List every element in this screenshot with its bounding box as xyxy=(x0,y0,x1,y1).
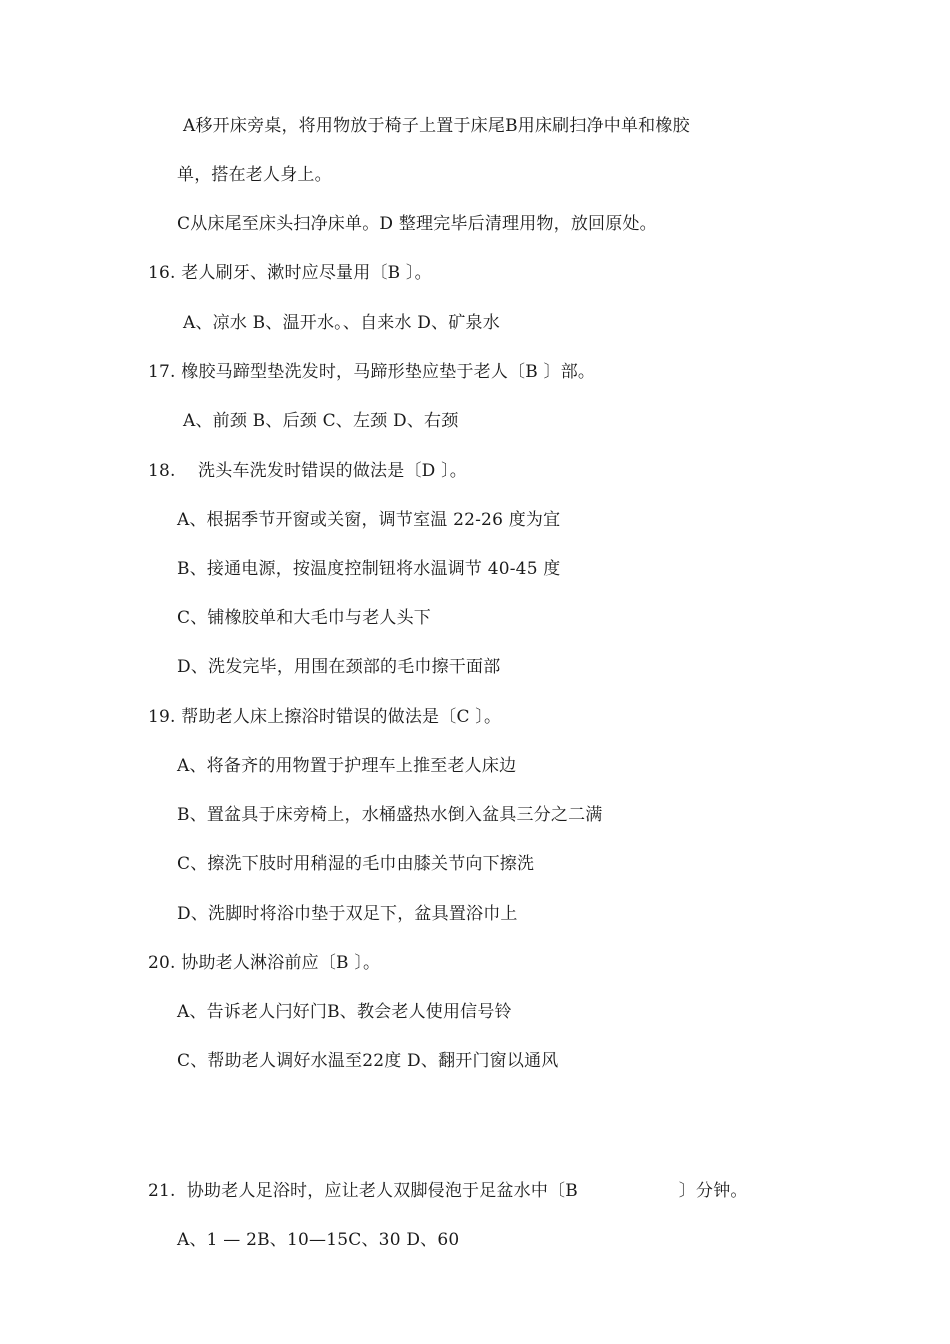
text-line: C从床尾至床头扫净床单。D 整理完毕后清理用物，放回原处。 xyxy=(177,214,657,234)
option-19-a: A、将备齐的用物置于护理车上推至老人床边 xyxy=(177,756,517,776)
option-18-d: D、洗发完毕，用围在颈部的毛巾擦干面部 xyxy=(177,657,501,677)
options-16: A、凉水 B、温开水。、自来水 D、矿泉水 xyxy=(183,313,500,333)
options-17: A、前颈 B、后颈 C、左颈 D、右颈 xyxy=(183,411,459,431)
option-18-c: C、铺橡胶单和大毛巾与老人头下 xyxy=(177,608,432,628)
option-18-b: B、接通电源，按温度控制钮将水温调节 40-45 度 xyxy=(177,559,561,579)
option-19-b: B、置盆具于床旁椅上，水桶盛热水倒入盆具三分之二满 xyxy=(177,805,603,825)
text-line: 单，搭在老人身上。 xyxy=(177,165,332,185)
options-20-ab: A、告诉老人闩好门B、教会老人使用信号铃 xyxy=(177,1002,512,1022)
question-17: 17. 橡胶马蹄型垫洗发时，马蹄形垫应垫于老人〔B 〕部。 xyxy=(148,362,596,382)
question-18: 18. 洗头车洗发时错误的做法是〔D 〕。 xyxy=(148,461,467,481)
text-line: A移开床旁桌，将用物放于椅子上置于床尾B用床刷扫净中单和橡胶 xyxy=(183,116,690,136)
options-21: A、1 — 2B、10—15C、30 D、60 xyxy=(177,1230,460,1250)
question-20: 20. 协助老人淋浴前应〔B 〕。 xyxy=(148,953,381,973)
question-21: 21. 协助老人足浴时，应让老人双脚侵泡于足盆水中〔B 〕分钟。 xyxy=(148,1181,748,1201)
option-18-a: A、根据季节开窗或关窗，调节室温 22-26 度为宜 xyxy=(177,510,561,530)
options-20-cd: C、帮助老人调好水温至22度 D、翻开门窗以通风 xyxy=(177,1051,559,1071)
question-16: 16. 老人刷牙、漱时应尽量用〔B 〕。 xyxy=(148,263,432,283)
option-19-c: C、擦洗下肢时用稍湿的毛巾由膝关节向下擦洗 xyxy=(177,854,535,874)
option-19-d: D、洗脚时将浴巾垫于双足下，盆具置浴巾上 xyxy=(177,904,518,924)
question-19: 19. 帮助老人床上擦浴时错误的做法是〔C 〕。 xyxy=(148,707,502,727)
